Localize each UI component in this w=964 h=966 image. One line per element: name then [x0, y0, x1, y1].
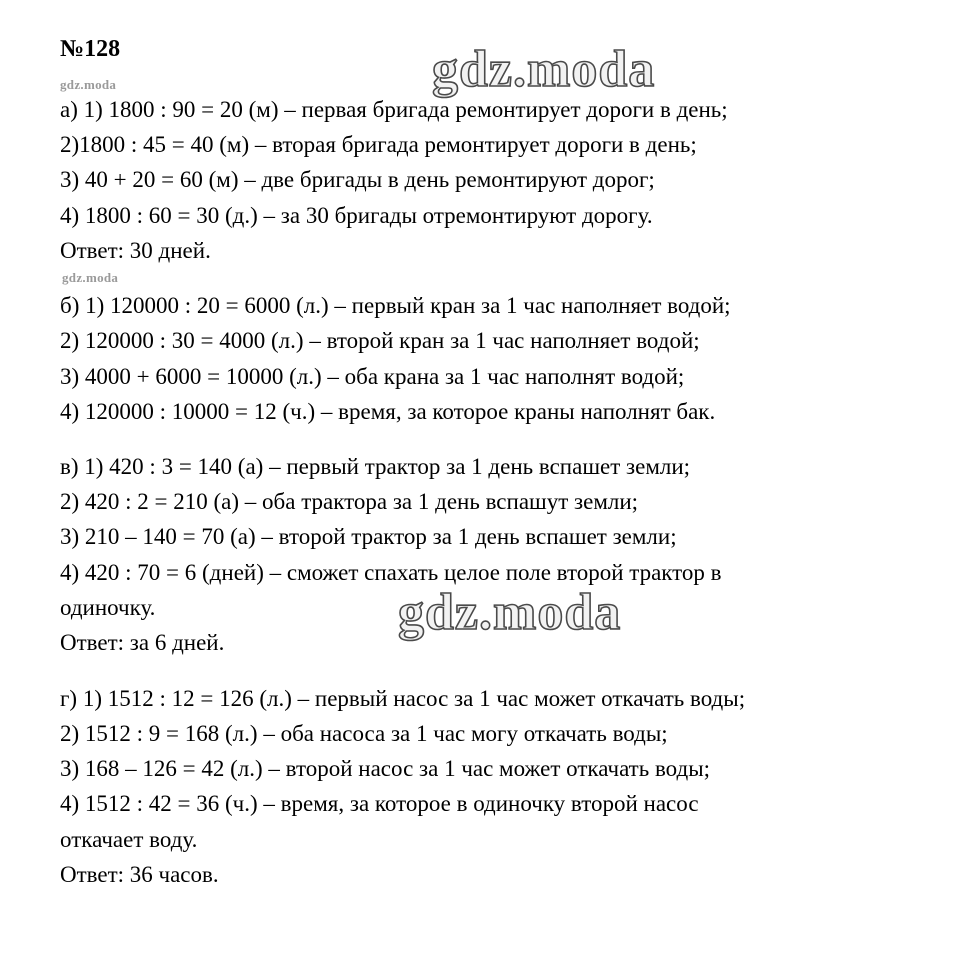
watermark-small: gdz.moda [62, 270, 119, 285]
answer-line: Ответ: за 6 дней. [60, 630, 225, 655]
watermark-logo: gdz.moda [398, 584, 622, 641]
watermark-small: gdz.moda [60, 77, 117, 92]
solution-line: 2) 1512 : 9 = 168 (л.) – оба насоса за 1 час могу откачать воды; [60, 721, 668, 746]
solution-line: а) 1) 1800 : 90 = 20 (м) – первая бригада ремонтирует дороги в день; [60, 97, 728, 122]
solution-line: 4) 120000 : 10000 = 12 (ч.) – время, за которое краны наполнят бак. [60, 399, 716, 424]
solution-line: 2)1800 : 45 = 40 (м) – вторая бригада ремонтирует дороги в день; [60, 132, 697, 157]
solution-line: 3) 4000 + 6000 = 10000 (л.) – оба крана за 1 час наполнят водой; [60, 364, 685, 389]
solution-line: 2) 420 : 2 = 210 (а) – оба трактора за 1 день вспашут земли; [60, 489, 639, 514]
watermark-logo: gdz.moda [432, 41, 656, 98]
problem-number: №128 [60, 36, 121, 62]
solution-line: 4) 1800 : 60 = 30 (д.) – за 30 бригады отремонтируют дорогу. [60, 203, 653, 228]
solution-line: г) 1) 1512 : 12 = 126 (л.) – первый насос за 1 час может откачать воды; [60, 686, 746, 711]
solution-line: в) 1) 420 : 3 = 140 (а) – первый трактор за 1 день вспашет земли; [60, 454, 691, 479]
solution-line: 3) 210 – 140 = 70 (а) – второй трактор за 1 день вспашет земли; [60, 524, 677, 549]
solution-line: 2) 120000 : 30 = 4000 (л.) – второй кран за 1 час наполняет водой; [60, 328, 700, 353]
solution-line: 4) 420 : 70 = 6 (дней) – сможет спахать целое поле второй трактор в [60, 560, 722, 585]
answer-line: Ответ: 36 часов. [60, 862, 219, 887]
solution-line: б) 1) 120000 : 20 = 6000 (л.) – первый кран за 1 час наполняет водой; [60, 293, 731, 318]
solution-line: 4) 1512 : 42 = 36 (ч.) – время, за которое в одиночку второй насос [60, 791, 699, 816]
answer-line: Ответ: 30 дней. [60, 238, 211, 263]
solution-line: 3) 40 + 20 = 60 (м) – две бригады в день ремонтируют дорог; [60, 167, 655, 192]
solution-line: 3) 168 – 126 = 42 (л.) – второй насос за 1 час может откачать воды; [60, 756, 711, 781]
solution-line: одиночку. [60, 595, 156, 620]
solution-line: откачает воду. [60, 827, 198, 852]
